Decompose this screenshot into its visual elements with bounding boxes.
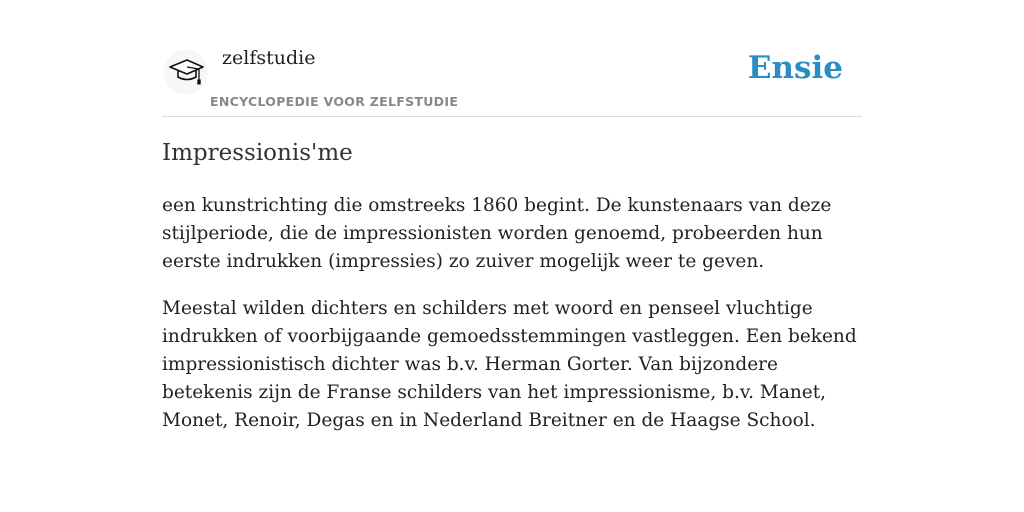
- site-tagline: ENCYCLOPEDIE VOOR ZELFSTUDIE: [210, 94, 459, 109]
- entry-body: [162, 192, 862, 454]
- ensie-logo[interactable]: Ensie: [747, 50, 843, 86]
- page: [162, 0, 862, 512]
- site-header: [162, 0, 862, 117]
- site-title[interactable]: zelfstudie: [222, 47, 316, 69]
- graduation-cap-icon[interactable]: [164, 50, 208, 94]
- entry-title: Impressionis'me: [162, 140, 353, 166]
- entry-paragraph: Meestal wilden dichters en schilders met woord en penseel vluchtige indrukken of voorbijgaande gemoedsstemmingen vastleggen. Een bekend impressionistisch dichter was b.v. Herman Gorter. Van bijzondere betekenis zijn de Franse schilders van het impressionisme, b.v. Manet, Monet, Renoir, Degas en in Nederland Breitner en de Haagse School.: [162, 298, 857, 431]
- entry-paragraph: een kunstrichting die omstreeks 1860 begint. De kunstenaars van deze stijlperiode, die de impressionisten worden genoemd, probeerden hun eerste indrukken (impressies) zo zuiver mogelijk weer te geven.: [162, 195, 832, 272]
- graduation-cap-icon-graphic: [168, 54, 204, 90]
